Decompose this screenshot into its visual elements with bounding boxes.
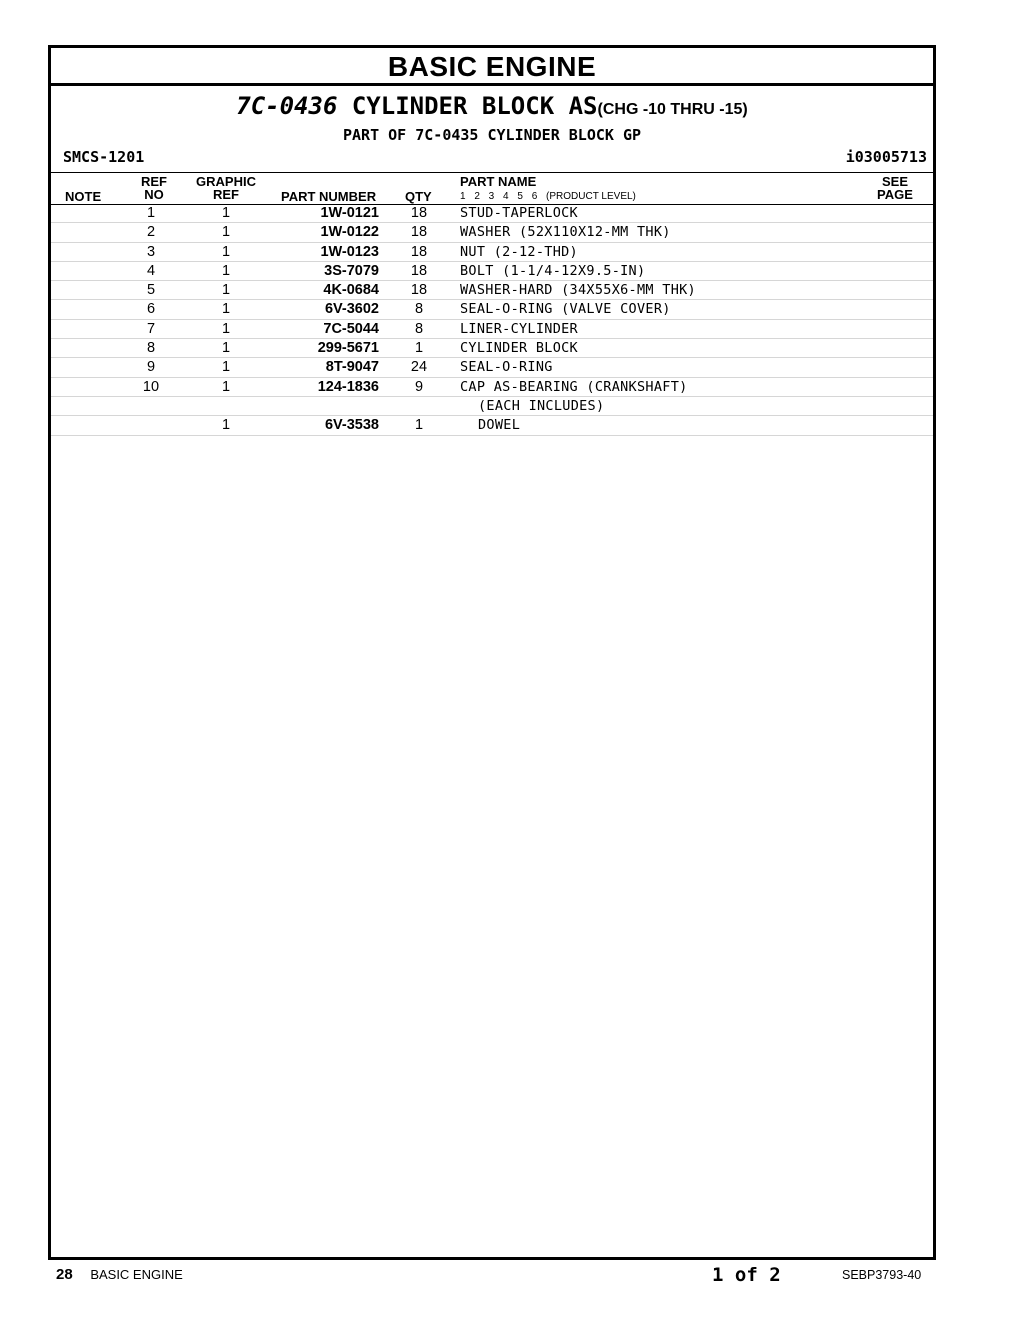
part-number: 4K-0684 — [323, 282, 379, 299]
part-number: 6V-3602 — [324, 301, 379, 318]
header-see-page — [875, 175, 915, 201]
part-name: WASHER (52X110X12-MM THK) — [460, 224, 671, 241]
assembly-part-number: 7C-0436 — [236, 92, 338, 120]
table-row — [51, 339, 933, 358]
header-part-number: PART NUMBER — [281, 189, 377, 204]
part-name: NUT (2-12-THD) — [460, 243, 578, 260]
table-row — [51, 243, 933, 262]
graphic-ref: 1 — [221, 340, 231, 357]
ref-no: 5 — [146, 282, 156, 299]
part-name: LINER-CYLINDER — [460, 320, 578, 337]
quantity: 18 — [410, 205, 428, 221]
subtitle: PART OF 7C-0435 CYLINDER BLOCK GP — [342, 126, 641, 144]
section-title: BASIC ENGINE — [51, 48, 933, 86]
graphic-ref: 1 — [221, 417, 231, 434]
graphic-ref: 1 — [221, 378, 231, 395]
ref-no: 3 — [146, 243, 156, 260]
header-note: NOTE — [65, 189, 102, 204]
quantity: 18 — [410, 282, 428, 299]
quantity: 1 — [414, 340, 424, 357]
footer-section: BASIC ENGINE — [90, 1267, 183, 1282]
header-product-levels — [460, 191, 636, 202]
part-number: 1W-0122 — [320, 224, 379, 241]
graphic-ref: 1 — [221, 320, 231, 337]
table-row — [51, 300, 933, 319]
ref-no: 10 — [142, 378, 160, 395]
graphic-ref: 1 — [221, 205, 231, 221]
header-graphic-ref — [191, 175, 261, 201]
main-title — [51, 92, 933, 124]
ref-no: 7 — [146, 320, 156, 337]
part-name: SEAL-O-RING (VALVE COVER) — [460, 301, 671, 318]
table-row — [51, 223, 933, 242]
part-name: BOLT (1-1/4-12X9.5-IN) — [460, 262, 646, 279]
quantity: 1 — [414, 417, 424, 434]
ref-no: 1 — [146, 205, 156, 221]
page-number: 28 — [56, 1266, 73, 1283]
part-name: DOWEL — [478, 417, 521, 434]
header-see-page-line1: SEE — [881, 174, 908, 189]
part-name: CAP AS-BEARING (CRANKSHAFT) — [460, 378, 688, 395]
part-name: STUD-TAPERLOCK — [460, 205, 578, 221]
quantity: 24 — [410, 359, 428, 376]
ref-no: 8 — [146, 340, 156, 357]
part-number: 8T-9047 — [325, 359, 379, 376]
graphic-ref: 1 — [221, 359, 231, 376]
table-row — [51, 397, 933, 416]
page-of-count: 1 of 2 — [712, 1264, 781, 1286]
graphic-ref: 1 — [221, 224, 231, 241]
graphic-ref: 1 — [221, 262, 231, 279]
part-number: 124-1836 — [317, 378, 379, 395]
table-row — [51, 281, 933, 300]
quantity: 8 — [414, 320, 424, 337]
ref-no: 9 — [146, 359, 156, 376]
header-see-page-line2: PAGE — [877, 187, 913, 202]
graphic-ref: 1 — [221, 301, 231, 318]
table-row — [51, 204, 933, 223]
part-number: 1W-0121 — [320, 205, 379, 221]
table-row — [51, 320, 933, 339]
part-name: (EACH INCLUDES) — [478, 397, 605, 414]
footer-left — [56, 1266, 183, 1283]
header-qty: QTY — [405, 189, 432, 204]
header-graphic-ref-line2: REF — [213, 187, 239, 202]
header-ref-no-line2: NO — [144, 187, 164, 202]
part-number: 1W-0123 — [320, 243, 379, 260]
header-graphic-ref-line1: GRAPHIC — [196, 174, 256, 189]
part-name: WASHER-HARD (34X55X6-MM THK) — [460, 282, 696, 299]
title-block — [51, 92, 933, 145]
part-number: 299-5671 — [317, 340, 379, 357]
header-level-numbers: 1 2 3 4 5 6 — [460, 191, 538, 202]
header-part-name: PART NAME — [460, 174, 537, 189]
page-frame — [48, 45, 936, 1260]
quantity: 18 — [410, 262, 428, 279]
smcs-code: SMCS-1201 — [63, 148, 145, 166]
table-row — [51, 262, 933, 281]
column-header — [51, 172, 933, 205]
part-number: 3S-7079 — [324, 262, 379, 279]
quantity: 18 — [410, 243, 428, 260]
part-name: CYLINDER BLOCK — [460, 340, 578, 357]
header-ref-no — [139, 175, 169, 201]
part-name: SEAL-O-RING — [460, 359, 553, 376]
graphic-ref: 1 — [221, 282, 231, 299]
ref-no: 4 — [146, 262, 156, 279]
illustration-id: i03005713 — [845, 148, 927, 166]
graphic-ref: 1 — [221, 243, 231, 260]
parts-table — [51, 204, 933, 436]
quantity: 9 — [414, 378, 424, 395]
document-id: SEBP3793-40 — [842, 1268, 922, 1282]
table-row — [51, 358, 933, 377]
table-row — [51, 378, 933, 397]
quantity: 18 — [410, 224, 428, 241]
table-row — [51, 416, 933, 435]
ref-no: 6 — [146, 301, 156, 318]
part-number: 6V-3538 — [324, 417, 379, 434]
assembly-part-name: CYLINDER BLOCK AS — [351, 92, 598, 120]
quantity: 8 — [414, 301, 424, 318]
ref-no: 2 — [146, 224, 156, 241]
header-product-level: (PRODUCT LEVEL) — [546, 191, 636, 202]
part-number: 7C-5044 — [323, 320, 379, 337]
change-range: (CHG -10 THRU -15) — [597, 101, 748, 118]
header-ref-no-line1: REF — [141, 174, 167, 189]
